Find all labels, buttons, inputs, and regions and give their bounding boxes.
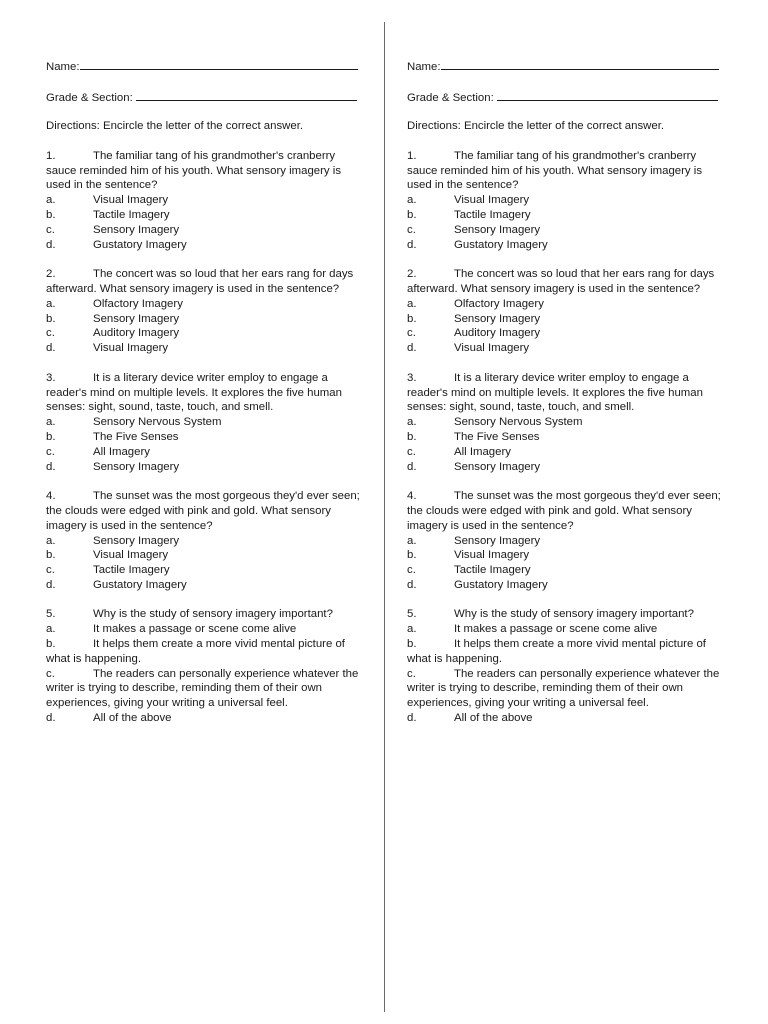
question-text: [407, 607, 725, 622]
answer-choice[interactable]: [407, 711, 725, 726]
choice-letter: d.: [407, 712, 417, 725]
answer-choice[interactable]: [46, 415, 364, 430]
question-item: [46, 267, 364, 356]
worksheet-copy-right: [407, 58, 725, 741]
question-body: The concert was so loud that her ears rang for days afterward. What sensory imagery is used in the sentence?: [46, 268, 354, 295]
question-list: [407, 149, 725, 726]
answer-choice[interactable]: [46, 534, 364, 549]
choice-text: All of the above: [93, 712, 172, 725]
choice-text: Gustatory Imagery: [454, 238, 548, 251]
name-label: Name:: [46, 61, 80, 73]
choice-letter: b.: [46, 638, 56, 651]
choice-text: It makes a passage or scene come alive: [454, 623, 658, 636]
choice-letter: a.: [407, 534, 417, 547]
choice-text: Sensory Nervous System: [454, 416, 583, 429]
choice-text: The Five Senses: [93, 430, 179, 443]
answer-choice[interactable]: [407, 460, 725, 475]
choice-text: Olfactory Imagery: [454, 297, 544, 310]
choice-letter: a.: [407, 623, 417, 636]
choice-letter: b.: [407, 312, 417, 325]
choice-list: [407, 193, 725, 252]
choice-text: Visual Imagery: [93, 342, 169, 355]
question-number: 3.: [407, 371, 417, 384]
choice-text: Tactile Imagery: [454, 208, 531, 221]
answer-choice[interactable]: [407, 534, 725, 549]
choice-letter: d.: [46, 712, 56, 725]
choice-text: The Five Senses: [454, 430, 540, 443]
answer-choice[interactable]: [46, 193, 364, 208]
answer-choice[interactable]: [46, 238, 364, 253]
choice-letter: a.: [46, 297, 56, 310]
choice-list: [407, 415, 725, 474]
answer-choice[interactable]: [46, 297, 364, 312]
choice-letter: a.: [46, 623, 56, 636]
answer-choice[interactable]: [407, 193, 725, 208]
answer-choice[interactable]: [407, 312, 725, 327]
question-number: 1.: [407, 149, 417, 162]
answer-choice[interactable]: [46, 223, 364, 238]
question-item: [407, 267, 725, 356]
choice-text: Sensory Nervous System: [93, 416, 222, 429]
choice-letter: b.: [407, 208, 417, 221]
choice-text: Sensory Imagery: [93, 312, 180, 325]
answer-choice[interactable]: [46, 208, 364, 223]
choice-letter: b.: [46, 208, 56, 221]
answer-choice[interactable]: [407, 548, 725, 563]
question-text: [407, 371, 725, 415]
choice-letter: d.: [407, 460, 417, 473]
choice-text: Tactile Imagery: [93, 208, 170, 221]
choice-list: [46, 297, 364, 356]
worksheet-copy-left: [46, 58, 364, 741]
answer-choice[interactable]: [46, 711, 364, 726]
choice-letter: d.: [46, 460, 56, 473]
page-divider-line: [384, 22, 385, 1012]
choice-text: Sensory Imagery: [93, 534, 180, 547]
choice-text: All Imagery: [454, 445, 511, 458]
question-text: [407, 149, 725, 193]
question-body: It is a literary device writer employ to engage a reader's mind on multiple levels. It explores the five human senses: sight, sound, taste, touch, and smell.: [407, 371, 703, 414]
choice-letter: a.: [46, 416, 56, 429]
answer-choice[interactable]: [407, 223, 725, 238]
answer-choice[interactable]: [46, 326, 364, 341]
question-text: [46, 371, 364, 415]
choice-text: Gustatory Imagery: [93, 238, 187, 251]
choice-text: Visual Imagery: [93, 194, 169, 207]
question-number: 5.: [46, 608, 56, 621]
choice-list: [46, 193, 364, 252]
answer-choice[interactable]: [46, 460, 364, 475]
choice-letter: c.: [407, 327, 416, 340]
question-item: [46, 371, 364, 475]
question-list: [46, 149, 364, 726]
choice-letter: b.: [46, 430, 56, 443]
grade-section-field: [46, 89, 364, 104]
name-field: [407, 58, 725, 73]
choice-letter: d.: [46, 342, 56, 355]
grade-section-label: Grade & Section:: [46, 91, 133, 104]
grade-section-label: Grade & Section:: [407, 91, 494, 104]
choice-text: Sensory Imagery: [454, 312, 541, 325]
answer-choice[interactable]: [46, 667, 364, 711]
question-number: 4.: [407, 490, 417, 503]
name-label: Name:: [407, 61, 441, 73]
choice-letter: b.: [407, 430, 417, 443]
answer-choice[interactable]: [46, 578, 364, 593]
question-text: [407, 489, 725, 533]
choice-letter: c.: [407, 564, 416, 577]
choice-text: The readers can personally experience whatever the writer is trying to describe, reminding them of their own experiences, giving your writing a universal feel.: [407, 667, 720, 710]
choice-letter: a.: [407, 297, 417, 310]
name-blank-line[interactable]: [80, 58, 358, 70]
question-body: The concert was so loud that her ears rang for days afterward. What sensory imagery is used in the sentence?: [407, 268, 715, 295]
choice-text: Visual Imagery: [93, 549, 169, 562]
choice-letter: b.: [407, 549, 417, 562]
choice-text: Sensory Imagery: [93, 223, 180, 236]
question-text: [46, 267, 364, 297]
choice-text: Visual Imagery: [454, 194, 530, 207]
answer-choice[interactable]: [46, 445, 364, 460]
choice-letter: c.: [46, 327, 55, 340]
question-text: [46, 149, 364, 193]
choice-letter: b.: [46, 312, 56, 325]
question-body: The sunset was the most gorgeous they'd ever seen; the clouds were edged with pink and gold. What sensory imagery is used in the sentence?: [407, 490, 721, 532]
choice-letter: c.: [46, 445, 55, 458]
grade-section-field: [407, 89, 725, 104]
choice-letter: a.: [46, 194, 56, 207]
answer-choice[interactable]: [407, 622, 725, 637]
name-blank-line[interactable]: [441, 58, 719, 70]
choice-text: Visual Imagery: [454, 549, 530, 562]
question-item: [46, 149, 364, 253]
question-body: Why is the study of sensory imagery important?: [454, 608, 694, 621]
question-number: 3.: [46, 371, 56, 384]
question-number: 2.: [46, 268, 56, 281]
answer-choice[interactable]: [46, 622, 364, 637]
choice-text: Olfactory Imagery: [93, 297, 183, 310]
question-item: [407, 149, 725, 253]
answer-choice[interactable]: [46, 637, 364, 667]
choice-list: [407, 297, 725, 356]
answer-choice[interactable]: [407, 563, 725, 578]
choice-letter: b.: [407, 638, 417, 651]
question-number: 2.: [407, 268, 417, 281]
choice-text: Tactile Imagery: [93, 564, 170, 577]
choice-letter: c.: [407, 223, 416, 236]
choice-letter: c.: [46, 564, 55, 577]
choice-list: [407, 622, 725, 726]
name-field: [46, 58, 364, 73]
choice-text: It helps them create a more vivid mental picture of what is happening.: [407, 638, 706, 665]
choice-text: Auditory Imagery: [454, 327, 541, 340]
question-text: [407, 267, 725, 297]
question-text: [46, 607, 364, 622]
question-item: [407, 607, 725, 725]
choice-text: Sensory Imagery: [454, 460, 541, 473]
answer-choice[interactable]: [407, 341, 725, 356]
answer-choice[interactable]: [407, 445, 725, 460]
choice-text: All of the above: [454, 712, 533, 725]
question-item: [407, 371, 725, 475]
choice-text: It makes a passage or scene come alive: [93, 623, 297, 636]
choice-letter: c.: [46, 223, 55, 236]
answer-choice[interactable]: [46, 563, 364, 578]
answer-choice[interactable]: [407, 326, 725, 341]
question-item: [46, 489, 364, 593]
question-body: The familiar tang of his grandmother's cranberry sauce reminded him of his youth. What sensory imagery is used in the sentence?: [407, 149, 703, 192]
choice-text: Gustatory Imagery: [93, 578, 187, 591]
grade-section-blank-line[interactable]: [497, 89, 718, 101]
choice-letter: a.: [407, 194, 417, 207]
choice-text: Sensory Imagery: [93, 460, 180, 473]
answer-choice[interactable]: [46, 312, 364, 327]
choice-letter: d.: [407, 578, 417, 591]
answer-choice[interactable]: [407, 578, 725, 593]
answer-choice[interactable]: [407, 667, 725, 711]
answer-choice[interactable]: [46, 430, 364, 445]
answer-choice[interactable]: [407, 208, 725, 223]
answer-choice[interactable]: [46, 548, 364, 563]
question-item: [407, 489, 725, 593]
answer-choice[interactable]: [46, 341, 364, 356]
question-text: [46, 489, 364, 533]
answer-choice[interactable]: [407, 415, 725, 430]
choice-letter: a.: [46, 534, 56, 547]
choice-text: Sensory Imagery: [454, 223, 541, 236]
answer-choice[interactable]: [407, 637, 725, 667]
choice-letter: c.: [46, 667, 55, 680]
question-body: It is a literary device writer employ to engage a reader's mind on multiple levels. It explores the five human senses: sight, sound, taste, touch, and smell.: [46, 371, 342, 414]
choice-text: Visual Imagery: [454, 342, 530, 355]
question-number: 5.: [407, 608, 417, 621]
choice-letter: d.: [407, 238, 417, 251]
directions-text: Directions: Encircle the letter of the correct answer.: [407, 120, 665, 133]
choice-text: Sensory Imagery: [454, 534, 541, 547]
choice-list: [407, 534, 725, 593]
choice-letter: d.: [46, 238, 56, 251]
choice-text: Auditory Imagery: [93, 327, 180, 340]
question-number: 1.: [46, 149, 56, 162]
question-body: The sunset was the most gorgeous they'd ever seen; the clouds were edged with pink and gold. What sensory imagery is used in the sentence?: [46, 490, 360, 532]
choice-letter: c.: [407, 445, 416, 458]
directions-text: Directions: Encircle the letter of the correct answer.: [46, 120, 304, 133]
choice-letter: b.: [46, 549, 56, 562]
question-number: 4.: [46, 490, 56, 503]
choice-letter: a.: [407, 416, 417, 429]
choice-text: The readers can personally experience whatever the writer is trying to describe, reminding them of their own experiences, giving your writing a universal feel.: [46, 667, 359, 710]
answer-choice[interactable]: [407, 297, 725, 312]
question-item: [46, 607, 364, 725]
choice-text: Gustatory Imagery: [454, 578, 548, 591]
grade-section-blank-line[interactable]: [136, 89, 357, 101]
answer-choice[interactable]: [407, 430, 725, 445]
choice-letter: d.: [407, 342, 417, 355]
answer-choice[interactable]: [407, 238, 725, 253]
question-body: Why is the study of sensory imagery important?: [93, 608, 333, 621]
choice-text: Tactile Imagery: [454, 564, 531, 577]
choice-list: [46, 534, 364, 593]
choice-letter: c.: [407, 667, 416, 680]
choice-list: [46, 622, 364, 726]
choice-letter: d.: [46, 578, 56, 591]
choice-text: It helps them create a more vivid mental picture of what is happening.: [46, 638, 345, 665]
question-body: The familiar tang of his grandmother's cranberry sauce reminded him of his youth. What sensory imagery is used in the sentence?: [46, 149, 342, 192]
choice-list: [46, 415, 364, 474]
choice-text: All Imagery: [93, 445, 150, 458]
